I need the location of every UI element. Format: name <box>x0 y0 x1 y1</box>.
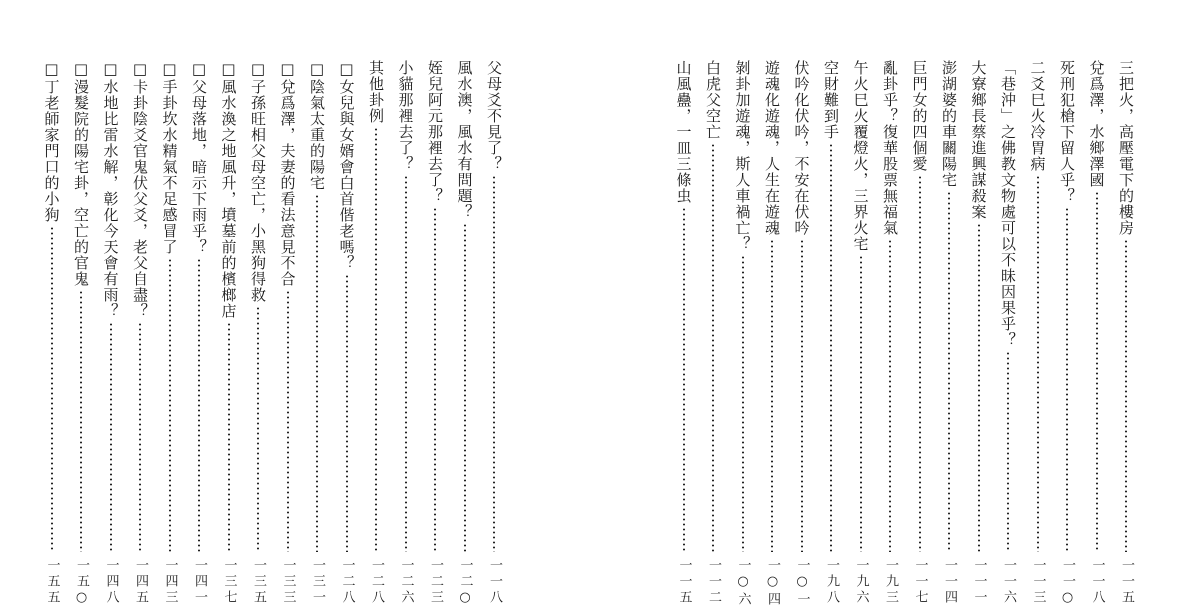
toc-entry <box>126 60 154 610</box>
toc-entry <box>451 60 479 610</box>
dot-leader <box>742 255 744 552</box>
entry-title: □風水渙之地風升，墳墓前的檳榔店 <box>219 60 238 319</box>
entry-title: 其他卦例 <box>367 60 385 124</box>
entry-page-number: 一二○ <box>457 558 473 608</box>
toc-entry <box>215 60 243 610</box>
entry-page-number: 一一五 <box>1119 558 1134 606</box>
entry-title: 「巷沖」之佛教文物處可以不昧因果乎？ <box>999 60 1017 348</box>
toc-entry <box>156 60 184 610</box>
toc-entry <box>1083 60 1111 610</box>
dot-leader <box>493 175 495 552</box>
entry-page-number: 一三七 <box>221 558 237 606</box>
dot-leader <box>198 258 200 552</box>
entry-title: 二爻巳火冷胃病 <box>1028 60 1047 172</box>
entry-title: 三把火，高壓電下的樓房 <box>1117 60 1135 236</box>
dot-leader <box>110 322 112 552</box>
dot-leader <box>1125 239 1127 552</box>
entry-page-number: 一一四 <box>942 558 957 606</box>
toc-entry <box>906 60 934 610</box>
entry-page-number: 一四八 <box>103 558 119 606</box>
dot-leader <box>712 143 714 552</box>
right-page <box>592 0 1184 615</box>
entry-page-number: 一九八 <box>824 558 839 606</box>
entry-page-number: 一一二 <box>706 558 721 606</box>
entry-page-number: 一一三 <box>1030 558 1046 606</box>
entry-page-number: 一四一 <box>192 558 207 606</box>
dot-leader <box>948 191 950 552</box>
dot-leader <box>830 143 832 552</box>
toc-entry <box>244 60 272 610</box>
entry-title: 午火巳火覆燈火，三界火宅 <box>851 60 870 252</box>
entry-title: 父母爻不見了？ <box>485 60 503 172</box>
dot-leader <box>771 239 773 552</box>
entry-title: 剝卦加遊魂，斯人車禍亡？ <box>733 60 752 252</box>
entry-page-number: 一一五 <box>676 558 692 606</box>
entry-page-number: 一一八 <box>487 558 502 606</box>
entry-page-number: 一四五 <box>133 558 148 606</box>
entry-page-number: 一一八 <box>1089 558 1105 606</box>
entry-title: 大寮鄉長蔡進興謀殺案 <box>969 60 988 220</box>
entry-title: 伏吟化伏吟，不安在伏吟 <box>792 60 811 236</box>
entry-page-number: 一三三 <box>280 558 296 606</box>
entry-page-number: 一九三 <box>883 558 898 606</box>
entry-title: □丁老師家門口的小狗 <box>42 60 61 223</box>
dot-leader <box>375 127 377 552</box>
toc-entry <box>758 60 786 610</box>
entry-title: □手卦坎水精氣不足感冒了 <box>160 60 179 255</box>
dot-leader <box>464 223 466 552</box>
entry-page-number: 一二八 <box>339 558 355 606</box>
toc-entry <box>1053 60 1081 610</box>
toc-entry <box>935 60 963 610</box>
toc-entry <box>1112 60 1140 610</box>
entry-title: □陰氣太重的陽宅 <box>308 60 326 191</box>
toc-entry <box>38 60 66 610</box>
dot-leader <box>1007 351 1009 552</box>
entry-page-number: 一五五 <box>44 558 60 606</box>
dot-leader <box>346 274 348 552</box>
toc-entry <box>362 60 390 610</box>
toc-entry <box>480 60 508 610</box>
entry-title: □漫髮院的陽宅卦，空亡的官鬼 <box>72 60 90 287</box>
entry-title: 兌爲澤，水鄉澤國 <box>1087 60 1106 188</box>
entry-page-number: 一二六 <box>398 558 414 606</box>
entry-page-number: 一三一 <box>310 558 325 606</box>
entry-page-number: 一一○ <box>1060 558 1075 608</box>
toc-entry <box>303 60 331 610</box>
entry-title: 澎湖婆的車關陽宅 <box>940 60 958 188</box>
entry-title: 山風蠱，一皿三條虫 <box>674 60 693 204</box>
entry-page-number: 一一六 <box>1001 558 1016 606</box>
dot-leader <box>405 175 407 552</box>
toc-entry <box>965 60 993 610</box>
entry-page-number: 一四三 <box>162 558 178 606</box>
entry-title: □女兒與女婿會白首偕老嗎？ <box>337 60 356 271</box>
entry-title: □父母落地，暗示下雨乎？ <box>190 60 208 255</box>
dot-leader <box>80 290 82 552</box>
dot-leader <box>1066 207 1068 552</box>
entry-page-number: 一三五 <box>251 558 266 606</box>
toc-entry <box>421 60 449 610</box>
entry-title: □卡卦陰爻官鬼伏父爻，老父自盡？ <box>131 60 149 319</box>
entry-page-number: 一○六 <box>735 558 751 608</box>
entry-title: 白虎父空亡 <box>704 60 722 140</box>
toc-entry <box>876 60 904 610</box>
toc-entry <box>392 60 420 610</box>
toc-entry <box>670 60 698 610</box>
entry-page-number: 一○一 <box>794 558 810 608</box>
dot-leader <box>1096 191 1098 552</box>
entry-title: □子孫旺相父母空亡，小黑狗得救 <box>249 60 267 303</box>
dot-leader <box>169 258 171 552</box>
dot-leader <box>51 226 53 552</box>
entry-title: 死刑犯槍下留人乎？ <box>1058 60 1076 204</box>
entry-page-number: 一二三 <box>428 558 443 606</box>
dot-leader <box>860 255 862 552</box>
toc-entry <box>274 60 302 610</box>
dot-leader <box>801 239 803 552</box>
toc-entry <box>67 60 95 610</box>
dot-leader <box>1037 175 1039 552</box>
dot-leader <box>139 322 141 552</box>
entry-title: 遊魂化遊魂，人生在遊魂 <box>763 60 781 236</box>
entry-page-number: 一九六 <box>853 558 869 606</box>
toc-entry <box>729 60 757 610</box>
entry-page-number: 一○四 <box>765 558 780 608</box>
toc-entry <box>699 60 727 610</box>
toc-entry <box>817 60 845 610</box>
entry-title: 巨門女的四個愛 <box>910 60 929 172</box>
dot-leader <box>978 223 980 552</box>
entry-page-number: 一一一 <box>971 558 987 606</box>
dot-leader <box>316 194 318 552</box>
dot-leader <box>919 175 921 552</box>
dot-leader <box>257 306 259 552</box>
entry-page-number: 一二八 <box>369 558 384 606</box>
entry-title: 姪兒阿元那裡去了？ <box>426 60 444 204</box>
toc-entry <box>185 60 213 610</box>
entry-page-number: 一一七 <box>912 558 928 606</box>
dot-leader <box>287 290 289 552</box>
toc-entry <box>97 60 125 610</box>
dot-leader <box>434 207 436 552</box>
toc-entry <box>333 60 361 610</box>
entry-title: 小貓那裡去了？ <box>396 60 415 172</box>
dot-leader <box>889 239 891 552</box>
toc-entry <box>788 60 816 610</box>
entry-title: 亂卦乎？復華股票無福氣 <box>881 60 899 236</box>
entry-title: 風水澳，風水有問題？ <box>455 60 474 220</box>
entry-page-number: 一五○ <box>74 558 89 608</box>
toc-entry <box>1024 60 1052 610</box>
toc-entry <box>847 60 875 610</box>
dot-leader <box>228 322 230 552</box>
entry-title: 空財難到手 <box>822 60 840 140</box>
toc-entry <box>994 60 1022 610</box>
entry-title: □水地比雷水解，彰化今天會有雨？ <box>101 60 120 319</box>
dot-leader <box>683 207 685 552</box>
entry-title: □兌爲澤，夫妻的看法意見不合 <box>278 60 297 287</box>
